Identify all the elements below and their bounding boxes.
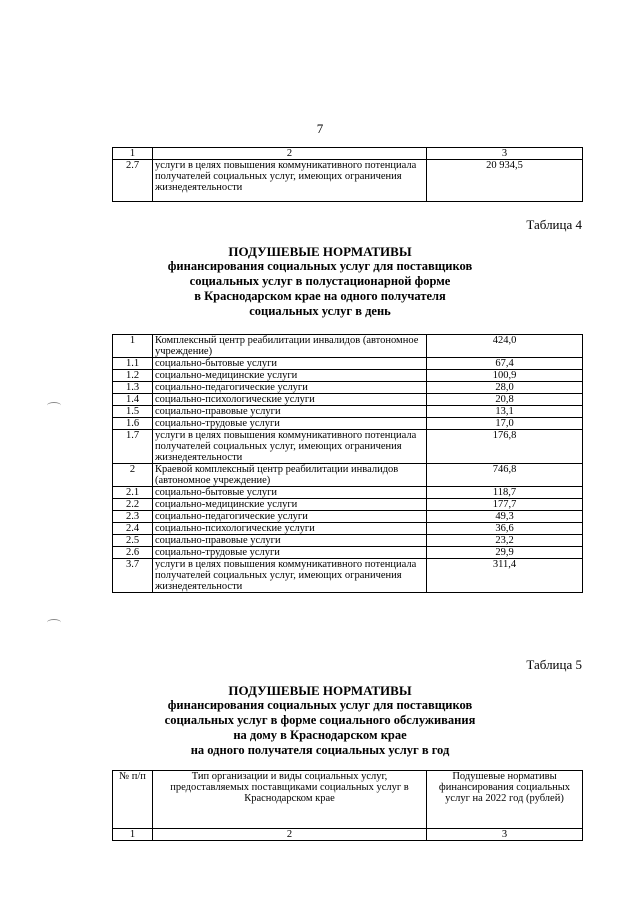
row-description: социально-бытовые услуги [153,358,427,370]
row-number: 2.3 [113,511,153,523]
table-row [113,535,583,547]
row-number: 1.1 [113,358,153,370]
table-row [113,160,583,202]
scan-mark [47,619,61,626]
table-4 [112,334,583,593]
row-description: социально-медицинские услуги [153,499,427,511]
row-value: 17,0 [427,418,583,430]
table-5-title-line: на дому в Краснодарском крае [233,728,407,742]
row-number: 1.2 [113,370,153,382]
table-row [113,382,583,394]
row-value: 23,2 [427,535,583,547]
row-value: 36,6 [427,523,583,535]
table-5-caption: Таблица 5 [526,657,582,672]
table-row [113,499,583,511]
row-description: социально-бытовые услуги [153,487,427,499]
row-number: 1.5 [113,406,153,418]
row-number: 1.3 [113,382,153,394]
table-row [113,487,583,499]
table-5-title-line: на одного получателя социальных услуг в год [190,743,450,757]
row-description: социально-трудовые услуги [153,547,427,559]
row-value: 49,3 [427,511,583,523]
table-3-continuation [112,147,583,202]
table-row [113,511,583,523]
row-number: 1.7 [113,430,153,464]
table-5-title [0,683,640,758]
row-description: социально-педагогические услуги [153,511,427,523]
table-4-title [0,244,640,319]
row-number: 2.6 [113,547,153,559]
table-row [113,335,583,358]
table-row [113,406,583,418]
header-type: Тип организации и виды социальных услуг, предоставляемых поставщиками социальных услуг в Краснодарском крае [153,771,427,829]
header-cell: 1 [113,148,153,160]
row-description: услуги в целях повышения коммуникативного потенциала получателей социальных услуг, имеющих ограничения жизнедеятельности [153,430,427,464]
row-number: 2.5 [113,535,153,547]
row-description: социально-педагогические услуги [153,382,427,394]
row-number: 2 [113,464,153,487]
table-numbering-row [113,829,583,841]
table-4-title-main: ПОДУШЕВЫЕ НОРМАТИВЫ [228,244,412,259]
row-number: 2.4 [113,523,153,535]
row-description: социально-медицинские услуги [153,370,427,382]
table-row [113,523,583,535]
row-number: 3.7 [113,559,153,593]
row-number: 2.7 [113,160,153,202]
table-row [113,394,583,406]
row-value: 29,9 [427,547,583,559]
row-description: Комплексный центр реабилитации инвалидов (автономное учреждение) [153,335,427,358]
table-header-row [113,771,583,829]
row-number: 2.2 [113,499,153,511]
row-description: социально-трудовые услуги [153,418,427,430]
table-4-caption: Таблица 4 [526,217,582,232]
page-number: 7 [316,121,324,136]
header-cell: 2 [153,148,427,160]
table-4-title-line: социальных услуг в день [249,304,391,318]
row-description: социально-психологические услуги [153,394,427,406]
row-value: 746,8 [427,464,583,487]
row-value: 311,4 [427,559,583,593]
table-4-title-line: социальных услуг в полустационарной форме [189,274,451,288]
header-cell: 1 [113,829,153,841]
header-cell: 3 [427,148,583,160]
table-5 [112,770,583,841]
row-value: 118,7 [427,487,583,499]
row-value: 13,1 [427,406,583,418]
table-5-title-line: социальных услуг в форме социального обслуживания [164,713,476,727]
row-value: 177,7 [427,499,583,511]
row-value: 424,0 [427,335,583,358]
table-5-title-main: ПОДУШЕВЫЕ НОРМАТИВЫ [228,683,412,698]
row-description: Краевой комплексный центр реабилитации инвалидов (автономное учреждение) [153,464,427,487]
row-number: 2.1 [113,487,153,499]
row-description: социально-правовые услуги [153,406,427,418]
header-norm: Подушевые нормативы финансирования социальных услуг на 2022 год (рублей) [427,771,583,829]
table-row [113,418,583,430]
table-row [113,358,583,370]
header-cell: 2 [153,829,427,841]
table-4-title-line: в Краснодарском крае на одного получателя [194,289,446,303]
row-description: услуги в целях повышения коммуникативного потенциала получателей социальных услуг, имеющих ограничения жизнедеятельности [153,160,427,202]
row-number: 1 [113,335,153,358]
row-description: социально-правовые услуги [153,535,427,547]
table-4-title-line: финансирования социальных услуг для поставщиков [167,259,473,273]
row-description: социально-психологические услуги [153,523,427,535]
table-row [113,370,583,382]
row-value: 67,4 [427,358,583,370]
row-value: 20,8 [427,394,583,406]
row-description: услуги в целях повышения коммуникативного потенциала получателей социальных услуг, имеющих ограничения жизнедеятельности [153,559,427,593]
header-number: № п/п [113,771,153,829]
table-row [113,430,583,464]
row-value: 20 934,5 [427,160,583,202]
row-number: 1.6 [113,418,153,430]
table-header-row [113,148,583,160]
scan-mark [47,402,61,409]
row-value: 28,0 [427,382,583,394]
row-value: 100,9 [427,370,583,382]
header-cell: 3 [427,829,583,841]
table-row [113,547,583,559]
table-5-title-line: финансирования социальных услуг для поставщиков [167,698,473,712]
table-row [113,464,583,487]
table-row [113,559,583,593]
row-value: 176,8 [427,430,583,464]
row-number: 1.4 [113,394,153,406]
